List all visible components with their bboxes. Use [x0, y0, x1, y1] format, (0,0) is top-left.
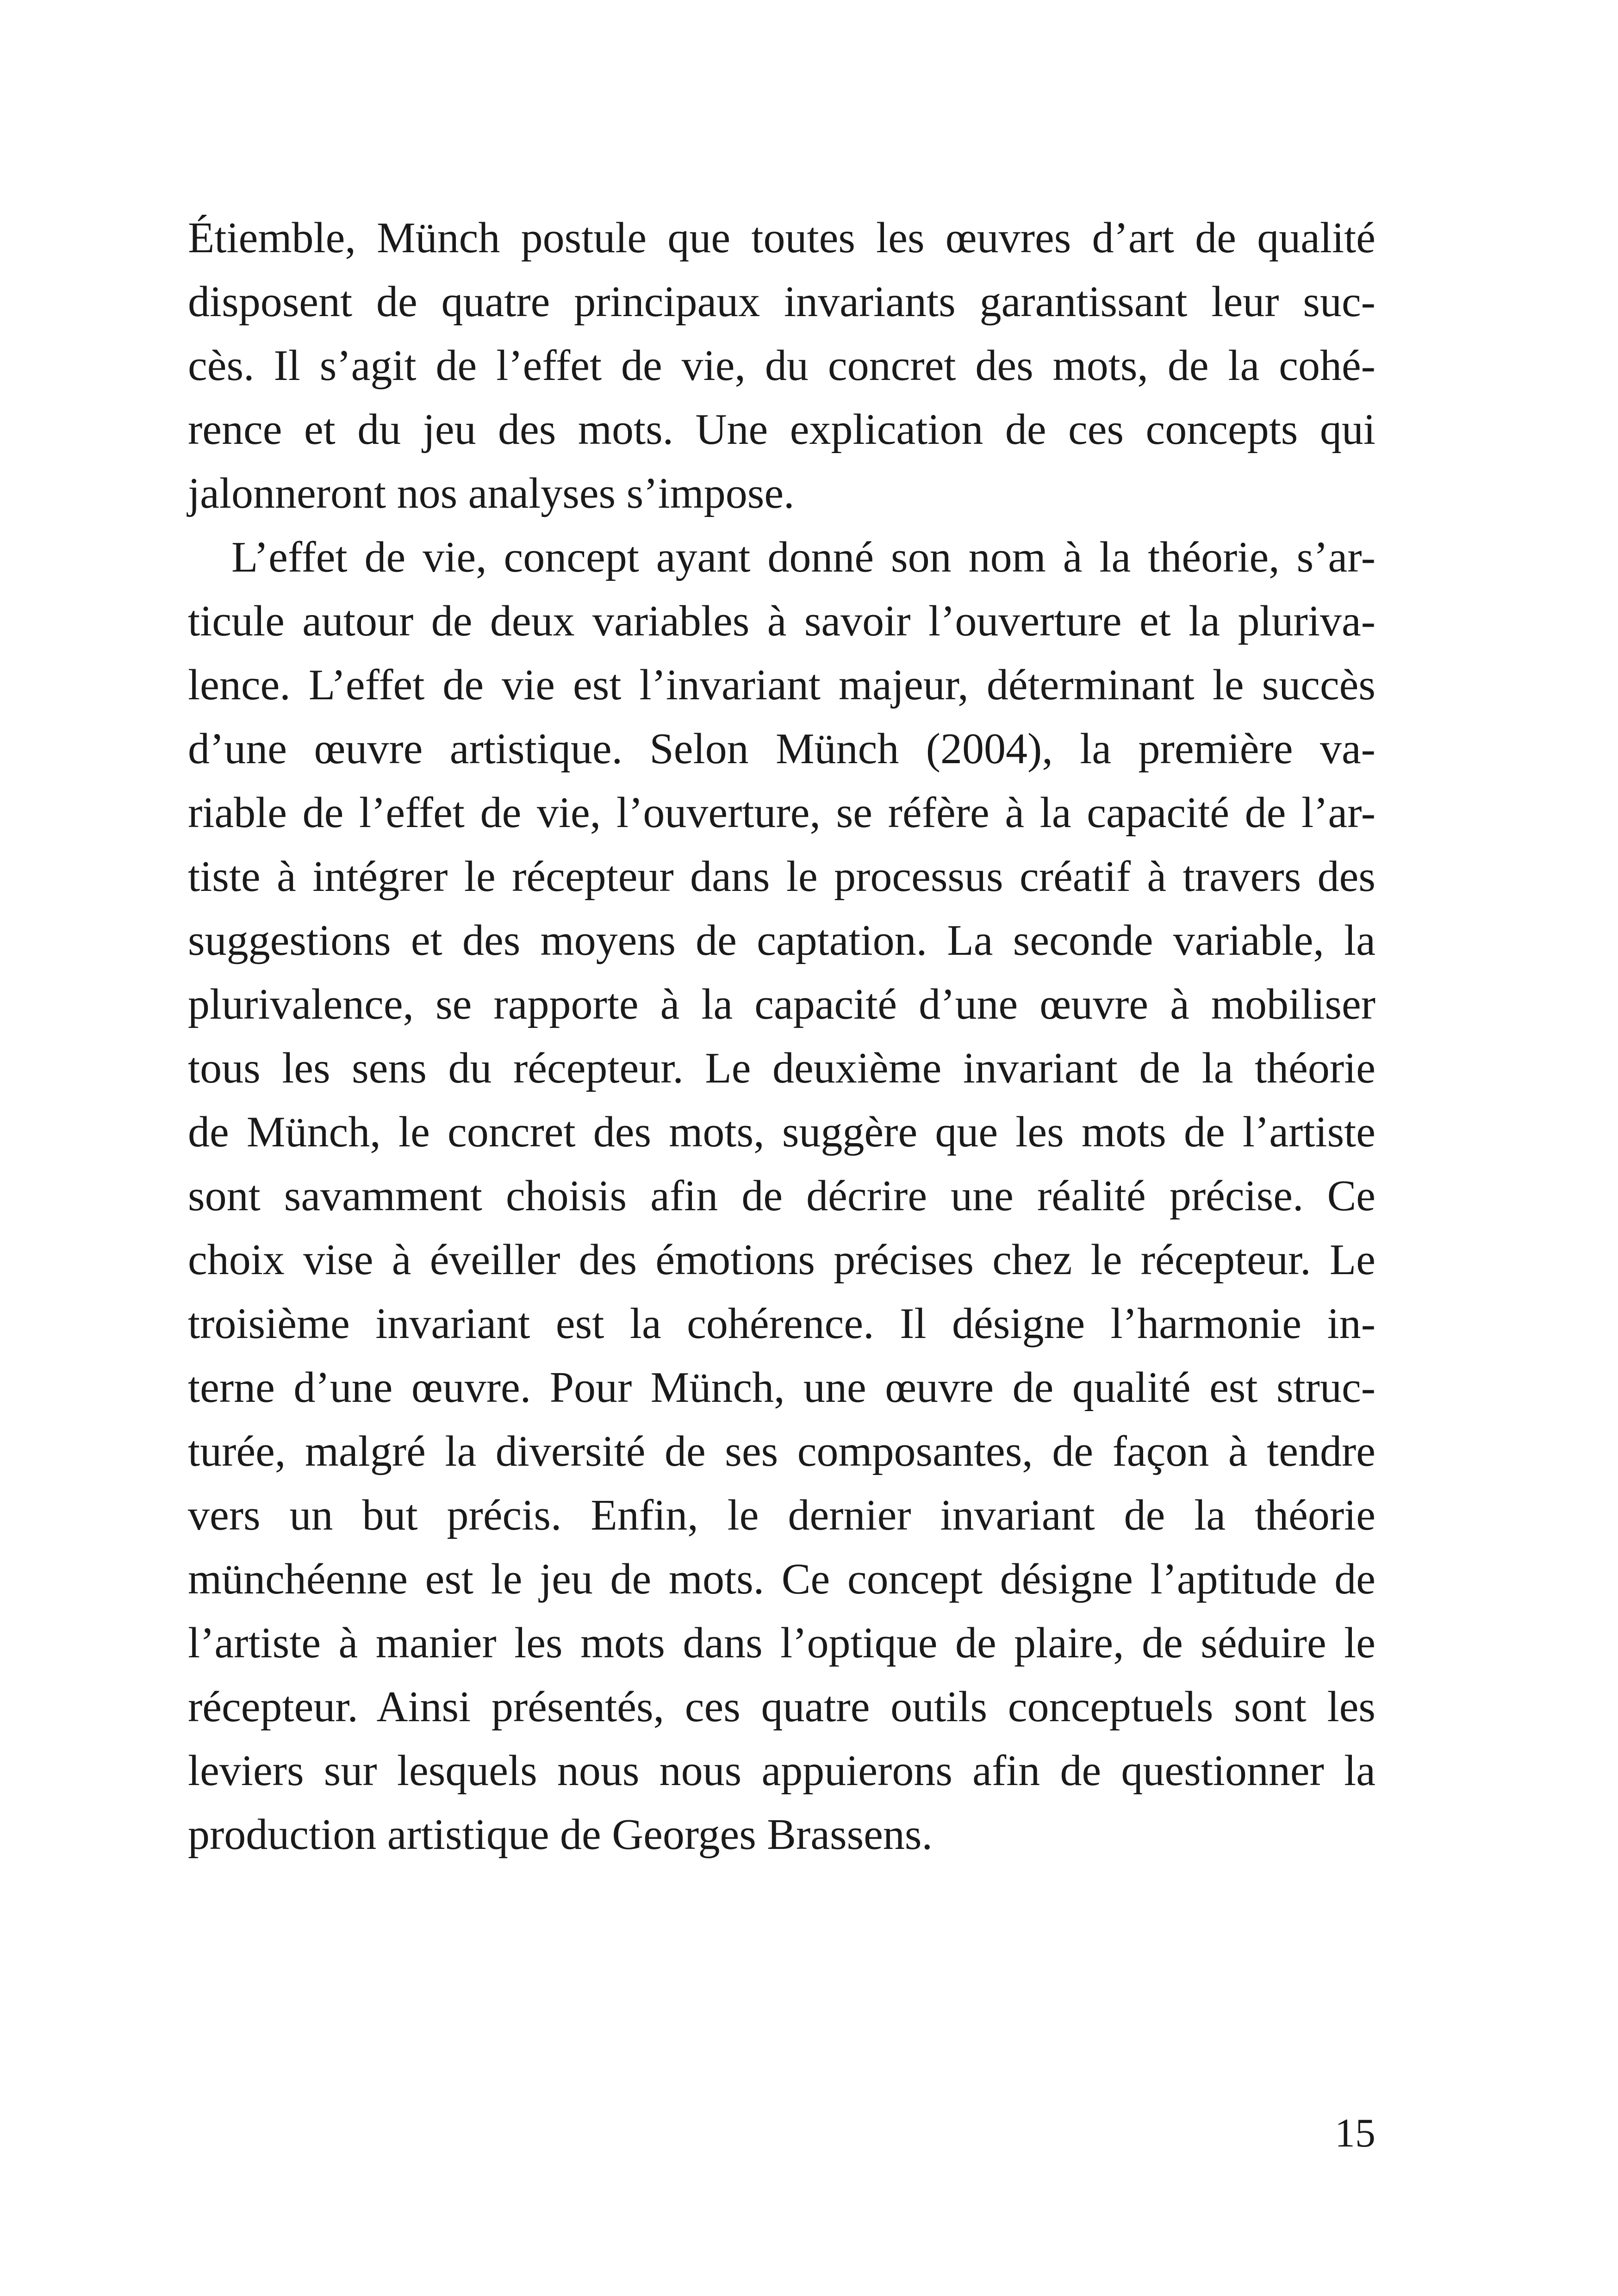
text-line: riable de l’effet de vie, l’ouverture, se réfère à la capacité de l’ar- — [188, 789, 1375, 837]
text-line: d’une œuvre artistique. Selon Münch (2004), la première va- — [188, 725, 1375, 773]
text-line: récepteur. Ainsi présentés, ces quatre outils conceptuels sont les — [188, 1683, 1375, 1731]
text-line: tiste à intégrer le récepteur dans le processus créatif à travers des — [188, 852, 1375, 901]
text-line: choix vise à éveiller des émotions précises chez le récepteur. Le — [188, 1236, 1375, 1284]
text-line: Étiemble, Münch postule que toutes les œuvres d’art de qualité — [188, 214, 1375, 262]
text-line: plurivalence, se rapporte à la capacité d’une œuvre à mobiliser — [188, 980, 1375, 1028]
text-line: disposent de quatre principaux invariants garantissant leur suc- — [188, 278, 1375, 326]
text-line: suggestions et des moyens de captation. La seconde variable, la — [188, 916, 1375, 964]
body-text — [188, 206, 1375, 1867]
text-line: troisième invariant est la cohérence. Il désigne l’harmonie in- — [188, 1300, 1375, 1348]
text-line: production artistique de Georges Brassens. — [188, 1811, 933, 1859]
text-line: L’effet de vie, concept ayant donné son nom à la théorie, s’ar- — [231, 533, 1375, 581]
text-line: jalonneront nos analyses s’impose. — [188, 469, 795, 517]
text-line: l’artiste à manier les mots dans l’optique de plaire, de séduire le — [188, 1619, 1375, 1667]
paragraph-2 — [188, 525, 1375, 1867]
text-line: de Münch, le concret des mots, suggère que les mots de l’artiste — [188, 1108, 1375, 1156]
text-line: turée, malgré la diversité de ses composantes, de façon à tendre — [188, 1427, 1375, 1475]
text-line: rence et du jeu des mots. Une explication de ces concepts qui — [188, 405, 1375, 454]
text-line: leviers sur lesquels nous nous appuierons afin de questionner la — [188, 1747, 1375, 1795]
page-number: 15 — [1335, 2111, 1375, 2156]
text-line: vers un but précis. Enfin, le dernier invariant de la théorie — [188, 1491, 1375, 1539]
text-line: münchéenne est le jeu de mots. Ce concept désigne l’aptitude de — [188, 1555, 1375, 1603]
text-line: terne d’une œuvre. Pour Münch, une œuvre de qualité est struc- — [188, 1363, 1375, 1412]
text-line: ticule autour de deux variables à savoir l’ouverture et la pluriva- — [188, 597, 1375, 645]
text-line: tous les sens du récepteur. Le deuxième invariant de la théorie — [188, 1044, 1375, 1092]
text-line: lence. L’effet de vie est l’invariant majeur, déterminant le succès — [188, 661, 1375, 709]
paragraph-1 — [188, 206, 1375, 525]
text-line: cès. Il s’agit de l’effet de vie, du concret des mots, de la cohé- — [188, 342, 1375, 390]
text-line: sont savamment choisis afin de décrire une réalité précise. Ce — [188, 1172, 1375, 1220]
